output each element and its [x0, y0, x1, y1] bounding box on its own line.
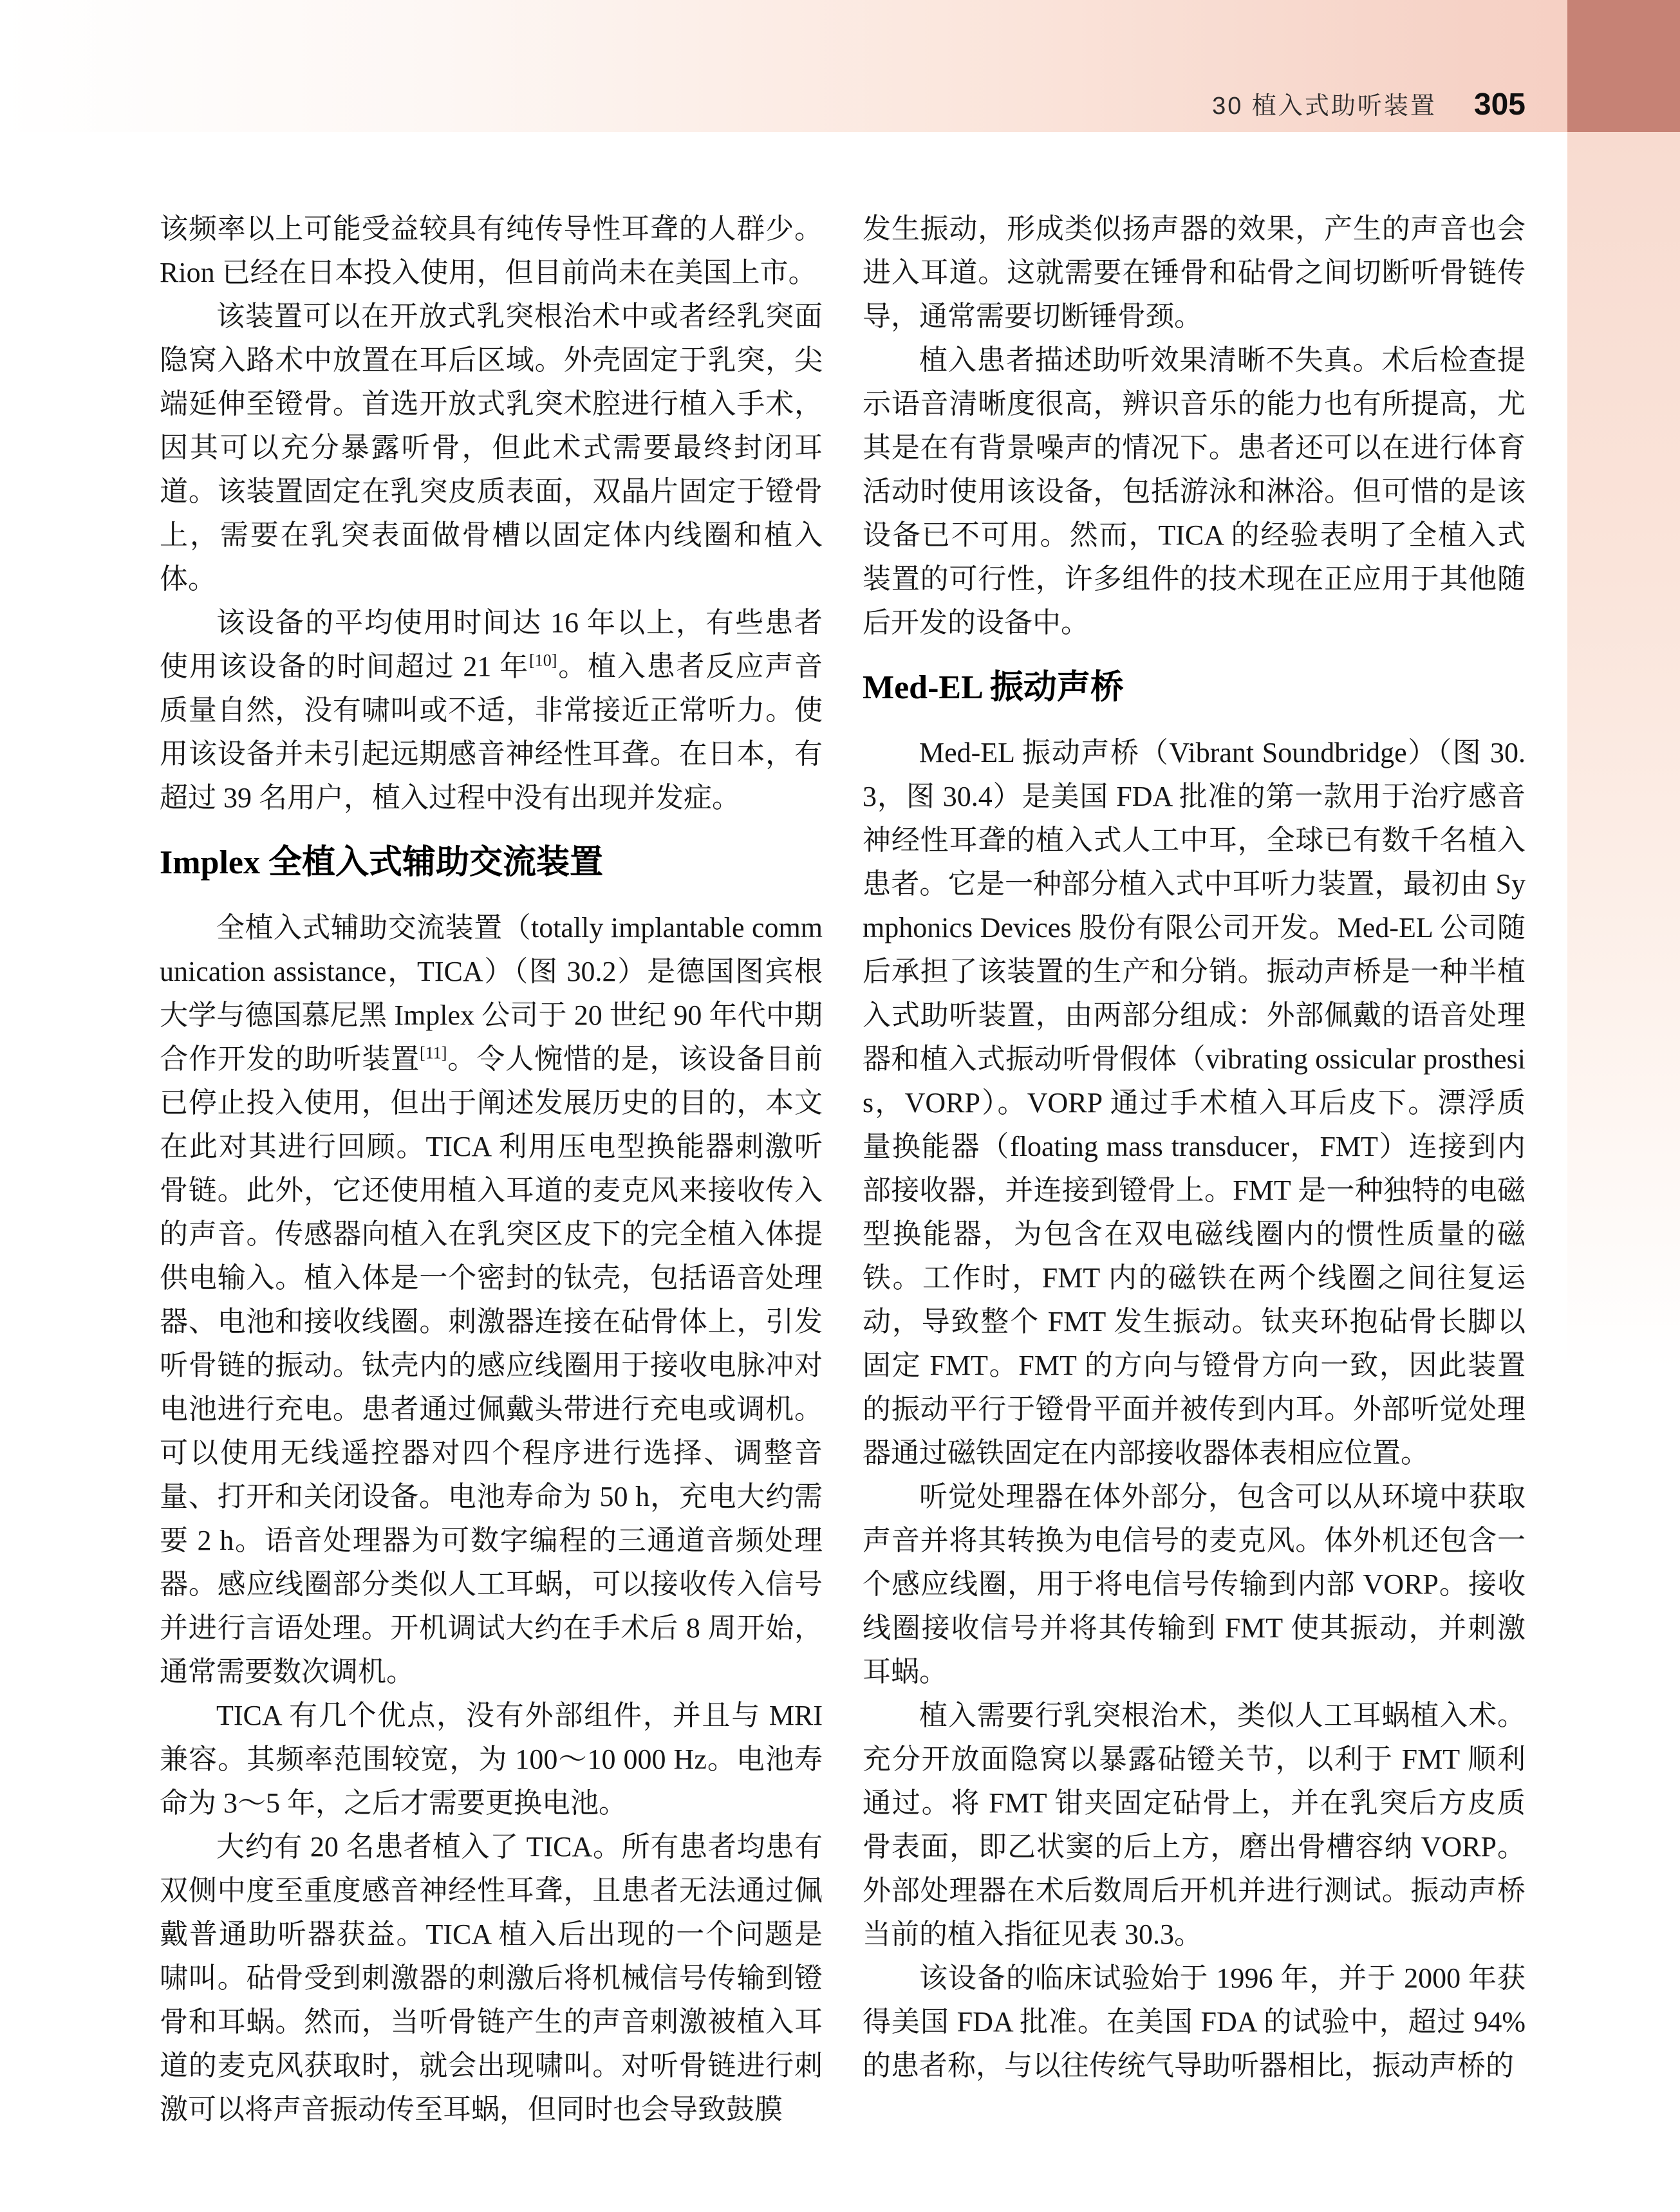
body-paragraph: 大约有 20 名患者植入了 TICA。所有患者均患有双侧中度至重度感音神经性耳聋，且患者无法通过佩戴普通助听器获益。TICA 植入后出现的一个问题是啸叫。砧骨受到刺激器的刺激后将机械信号传输到镫骨和耳蜗。然而，当听骨链产生的声音刺激被植入耳道的麦克风获取时，就会出现啸叫。对听骨链进行刺激可以将声音振动传至耳蜗，但同时也会导致鼓膜	[160, 1831, 823, 2125]
body-paragraph: TICA 有几个优点，没有外部组件，并且与 MRI 兼容。其频率范围较宽，为 100～10 000 Hz。电池寿命为 3～5 年，之后才需要更换电池。	[160, 1700, 823, 1819]
body-paragraph: 植入需要行乳突根治术，类似人工耳蜗植入术。充分开放面隐窝以暴露砧镫关节，以利于 FMT 顺利通过。将 FMT 钳夹固定砧骨上，并在乳突后方皮质骨表面，即乙状窦的后上方，磨出骨槽容纳 VORP。外部处理器在术后数周后开机并进行测试。振动声桥当前的植入指征见表 30.3。	[863, 1700, 1526, 1950]
body-paragraph: 该设备的临床试验始于 1996 年，并于 2000 年获得美国 FDA 批准。在美国 FDA 的试验中，超过 94% 的患者称，与以往传统气导助听器相比，振动声桥的	[863, 1962, 1526, 2081]
column-left	[160, 207, 823, 2132]
body-paragraph: 发生振动，形成类似扬声器的效果，产生的声音也会进入耳道。这就需要在锤骨和砧骨之间切断听骨链传导，通常需要切断锤骨颈。	[863, 213, 1526, 332]
running-head	[0, 0, 1567, 132]
section-heading: Med-EL 振动声桥	[863, 669, 1124, 706]
body-paragraph: Med-EL 振动声桥（Vibrant Soundbridge）（图 30.3，图 30.4）是美国 FDA 批准的第一款用于治疗感音神经性耳聋的植入式人工中耳，全球已有数千名植入患者。它是一种部分植入式中耳听力装置，最初由 Symphonics Devices 股份有限公司开发。Med-EL 公司随后承担了该装置的生产和分销。振动声桥是一种半植入式助听装置，由两部分组成：外部佩戴的语音处理器和植入式振动听骨假体（vibrating ossicular prosthesis，VORP）。VORP 通过手术植入耳后皮下。漂浮质量换能器（floating mass transducer，FMT）连接到内部接收器，并连接到镫骨上。FMT 是一种独特的电磁型换能器，为包含在双电磁线圈内的惯性质量的磁铁。工作时，FMT 内的磁铁在两个线圈之间往复运动，导致整个 FMT 发生振动。钛夹环抱砧骨长脚以固定 FMT。FMT 的方向与镫骨方向一致，因此装置的振动平行于镫骨平面并被传到内耳。外部听觉处理器通过磁铁固定在内部接收器体表相应位置。	[863, 737, 1526, 1469]
chapter-label: 30 植入式助听装置	[1212, 93, 1437, 120]
section-heading: Implex 全植入式辅助交流装置	[160, 844, 604, 881]
column-right	[863, 207, 1526, 2088]
body-paragraph: 该频率以上可能受益较具有纯传导性耳聋的人群少。Rion 已经在日本投入使用，但目前尚未在美国上市。	[160, 213, 823, 288]
body-paragraph: 该装置可以在开放式乳突根治术中或者经乳突面隐窝入路术中放置在耳后区域。外壳固定于乳突，尖端延伸至镫骨。首选开放式乳突术腔进行植入手术，因其可以充分暴露听骨，但此术式需要最终封闭耳道。该装置固定在乳突皮质表面，双晶片固定于镫骨上，需要在乳突表面做骨槽以固定体内线圈和植入体。	[160, 301, 823, 595]
right-edge-gradient-strip	[1567, 132, 1680, 1371]
body-paragraph: 听觉处理器在体外部分，包含可以从环境中获取声音并将其转换为电信号的麦克风。体外机还包含一个感应线圈，用于将电信号传输到内部 VORP。接收线圈接收信号并将其传输到 FMT 使其振动，并刺激耳蜗。	[863, 1481, 1526, 1687]
citation-ref: [11]	[420, 1043, 447, 1063]
corner-accent-block	[1567, 0, 1680, 132]
body-paragraph: 全植入式辅助交流装置（totally implantable communication assistance，TICA）（图 30.2）是德国图宾根大学与德国慕尼黑 Implex 公司于 20 世纪 90 年代中期合作开发的助听装置[11]。令人惋惜的是，该设备目前已停止投入使用，但出于阐述发展历史的目的，本文在此对其进行回顾。TICA 利用压电型换能器刺激听骨链。此外，它还使用植入耳道的麦克风来接收传入的声音。传感器向植入在乳突区皮下的完全植入体提供电输入。植入体是一个密封的钛壳，包括语音处理器、电池和接收线圈。刺激器连接在砧骨体上，引发听骨链的振动。钛壳内的感应线圈用于接收电脉冲对电池进行充电。患者通过佩戴头带进行充电或调机。可以使用无线遥控器对四个程序进行选择、调整音量、打开和关闭设备。电池寿命为 50 h，充电大约需要 2 h。语音处理器为可数字编程的三通道音频处理器。感应线圈部分类似人工耳蜗，可以接收传入信号并进行言语处理。开机调试大约在手术后 8 周开始，通常需要数次调机。	[160, 912, 823, 1687]
body-paragraph: 该设备的平均使用时间达 16 年以上，有些患者使用该设备的时间超过 21 年[10]。植入患者反应声音质量自然，没有啸叫或不适，非常接近正常听力。使用该设备并未引起远期感音神经性耳聋。在日本，有超过 39 名用户，植入过程中没有出现并发症。	[160, 607, 823, 813]
body-paragraph: 植入患者描述助听效果清晰不失真。术后检查提示语音清晰度很高，辨识音乐的能力也有所提高，尤其是在有背景噪声的情况下。患者还可以在进行体育活动时使用该设备，包括游泳和淋浴。但可惜的是该设备已不可用。然而，TICA 的经验表明了全植入式装置的可行性，许多组件的技术现在正应用于其他随后开发的设备中。	[863, 344, 1526, 638]
page-number: 305	[1473, 88, 1526, 122]
citation-ref: [10]	[529, 651, 557, 670]
